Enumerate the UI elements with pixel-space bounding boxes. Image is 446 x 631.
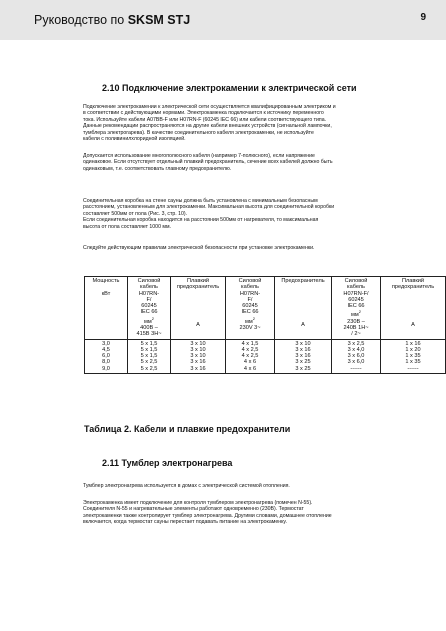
cell-line: Мощность — [92, 278, 120, 284]
data-cell — [85, 339, 128, 373]
text-line: кабели с поливинилхлоридной изоляцией. — [83, 136, 186, 143]
cell-line: Предохранитель — [281, 278, 325, 284]
page-header — [0, 0, 446, 40]
cell-line: кабель — [140, 284, 158, 291]
cell-line: 9,0 — [102, 365, 110, 372]
text-line: одинаковое. Если отсутствует отдельный плавкий предохранитель, сечение всех кабелей должно быть — [83, 159, 333, 166]
cell-line: 3,0 — [102, 340, 110, 347]
cell-line: 1 x 16 — [405, 340, 421, 347]
cell-line: Плавкий — [186, 278, 210, 284]
text-line: расстоянием, установленным для электрокаменки. Максимальная высота для соединительной коробки — [83, 204, 335, 211]
cell-line: А — [411, 322, 415, 329]
cell-line: H07RN-F/ — [343, 290, 369, 297]
cell-line: IEC 66 — [347, 303, 365, 310]
cell-line: 1 x 35 — [405, 359, 421, 366]
cell-line: предохранитель — [391, 284, 435, 291]
text-line: Если соединительная коробка находится на расстоянии 500мм от нагревателя, то максимальная — [83, 217, 319, 224]
cell-line: F/ — [146, 296, 152, 303]
cell-line: $мм^2$ — [351, 309, 361, 319]
cell-line: 3 x 16 — [295, 353, 311, 360]
cell-line: 4 x 6 — [243, 365, 257, 372]
section-2-11-paragraph-2 — [83, 500, 423, 526]
text-line: Тумблер электронагрева используется в домах с электрической системой отопления. — [83, 483, 290, 489]
text-line: составляет 500мм от пола (Рис. 3, стр. 10). — [83, 210, 188, 217]
section-2-10-paragraph-4 — [83, 245, 423, 251]
text-line: высота от пола составляет 1000 мм. — [83, 223, 171, 230]
cell-line: 3 x 10 — [295, 340, 311, 347]
section-2-10-paragraph-3 — [83, 198, 423, 230]
cell-line: 4 x 2,5 — [241, 353, 259, 360]
section-2-11-paragraph-1 — [83, 483, 423, 489]
cell-line: 3 x 2,5 — [347, 340, 365, 347]
cell-line: $мм^2$ — [144, 315, 154, 325]
text-line: в соответствии с действующими нормами. Электрокаменка подключается к источнику переменного — [83, 110, 324, 117]
header-cell — [275, 277, 332, 340]
cell-line: 5 x 1,5 — [140, 353, 158, 360]
header-cell — [226, 277, 275, 340]
title-brand: SKSM STJ — [127, 13, 191, 27]
document-title — [34, 13, 190, 27]
cell-line: 3 x 25 — [295, 365, 311, 372]
cell-line: 4 x 1,5 — [241, 340, 259, 347]
text-line: Следуйте действующим правилам электрической безопасности при установке электрокаменки. — [83, 245, 315, 251]
cell-line: 3 x 16 — [295, 346, 311, 353]
text-line: Соединительная коробка на стене сауны должна быть установлена с минимальным безопасным — [83, 198, 318, 204]
data-cell — [226, 339, 275, 373]
data-cell — [381, 339, 446, 373]
cell-line: Плавкий — [401, 278, 425, 284]
cell-line: 3 x 25 — [295, 359, 311, 366]
header-cell — [85, 277, 128, 340]
text-line: Допускается использование многополюсного кабеля (например 7-полюсного), если напряжение — [83, 153, 315, 159]
cell-line: 3 x 10 — [190, 340, 206, 347]
text-line: электрокаменки также контролирует тумблер электронагрева. Другими словами, домашнее отопление — [83, 512, 332, 519]
cell-line: $мм^2$ — [245, 315, 255, 325]
cell-line: А — [301, 322, 305, 329]
cell-line: 5 x 1,5 — [140, 346, 158, 353]
text-line: тока. Используйте кабели A07BB-F или H07RN-F (60245 IEC 66) или кабели соответствующего типа. — [83, 116, 327, 123]
cell-line: 3 x 10 — [190, 353, 206, 360]
cell-line: А — [196, 322, 200, 329]
header-cell — [332, 277, 381, 340]
table-data-row — [85, 339, 446, 373]
cell-line: 1 x 20 — [405, 346, 421, 353]
text-line: Подключение электрокамении к электрической сети осуществляется квалифицированным электриком и — [83, 104, 336, 110]
cell-line: 3 x 6,0 — [347, 359, 365, 366]
data-cell — [171, 339, 226, 373]
cell-line: 60245 — [141, 303, 157, 310]
table-caption: Таблица 2. Кабели и плавкие предохранители — [84, 424, 291, 434]
cell-line: IEC 66 — [140, 309, 158, 316]
header-cell — [171, 277, 226, 340]
section-2-10-heading: 2.10 Подключение электрокамении к электрической сети — [102, 83, 357, 93]
section-2-11-heading: 2.11 Тумблер электронагрева — [102, 458, 233, 468]
cell-line: 3 x 16 — [190, 365, 206, 372]
table-header-row — [85, 277, 446, 340]
cell-line: ------ — [407, 365, 419, 372]
cell-line: Силовой — [344, 278, 368, 284]
text-line: Электрокаменка имеет подключение для контроля тумблером электронагрева (помечен N-55). — [83, 500, 313, 506]
cell-line: кабель — [241, 284, 259, 291]
header-cell — [128, 277, 171, 340]
cell-line: H07RN- — [138, 290, 160, 297]
cell-line: 230V 3~ — [239, 324, 261, 331]
section-2-10-paragraph-2 — [83, 153, 423, 172]
cell-line: 8,0 — [102, 359, 110, 366]
title-prefix: Руководство по — [34, 13, 128, 27]
cell-line: F/ — [247, 296, 253, 303]
data-cell — [128, 339, 171, 373]
cell-line: 60245 — [242, 303, 258, 310]
header-cell — [381, 277, 446, 340]
cell-line: 6,0 — [102, 353, 110, 360]
cell-line: 5 x 2,5 — [140, 359, 158, 366]
cell-line: 5 x 1,5 — [140, 340, 158, 347]
data-cell — [275, 339, 332, 373]
cell-line: ------ — [350, 365, 362, 372]
cell-line: кВт — [101, 290, 111, 297]
cell-line: 4 x 2,5 — [241, 346, 259, 353]
cables-fuses-table — [84, 276, 446, 374]
data-cell — [332, 339, 381, 373]
text-line: одинаковым, т.е. соответствовать главному предохранителю. — [83, 165, 232, 172]
cell-line: 240В 1Н~ — [343, 324, 369, 331]
cell-line: 3 x 6,0 — [347, 353, 365, 360]
cell-line: 5 x 2,5 — [140, 365, 158, 372]
cell-line: 4,5 — [102, 346, 110, 353]
cell-line: 230В – — [347, 318, 365, 325]
cell-line: Силовой — [137, 278, 161, 284]
cell-line: IEC 66 — [241, 309, 259, 316]
text-line: Данные рекомендации распространяются на другие кабели внешних устройств (сигнальной лампочки, — [83, 123, 332, 130]
section-2-10-paragraph-1 — [83, 104, 423, 142]
cell-line: 4 x 6 — [243, 359, 257, 366]
cell-line: H07RN- — [239, 290, 261, 297]
cell-line: / 2~ — [351, 331, 361, 338]
cell-line: 3 x 4,0 — [347, 346, 365, 353]
cell-line: 3 x 10 — [190, 346, 206, 353]
text-line: включается, когда термостат сауны перестает подавать питание на электрокаменку. — [83, 519, 287, 526]
cell-line: 3 x 16 — [190, 359, 206, 366]
cell-line: 400В – — [140, 324, 158, 331]
cell-line: кабель — [347, 284, 365, 291]
text-line: тумблера электрогарева). В качестве соединительного кабеля электрокаменки, не используйте — [83, 129, 314, 136]
cell-line: предохранитель — [176, 284, 220, 291]
cell-line: 1 x 35 — [405, 353, 421, 360]
cell-line: Силовой — [238, 278, 262, 284]
page-number: 9 — [420, 12, 426, 23]
cell-line: 415В 3Н~ — [136, 331, 162, 338]
cell-line: 60245 — [348, 296, 364, 303]
text-line: Соединителя N-55 и нагревательные элементы работают одновременно (230В). Термостат — [83, 506, 304, 513]
